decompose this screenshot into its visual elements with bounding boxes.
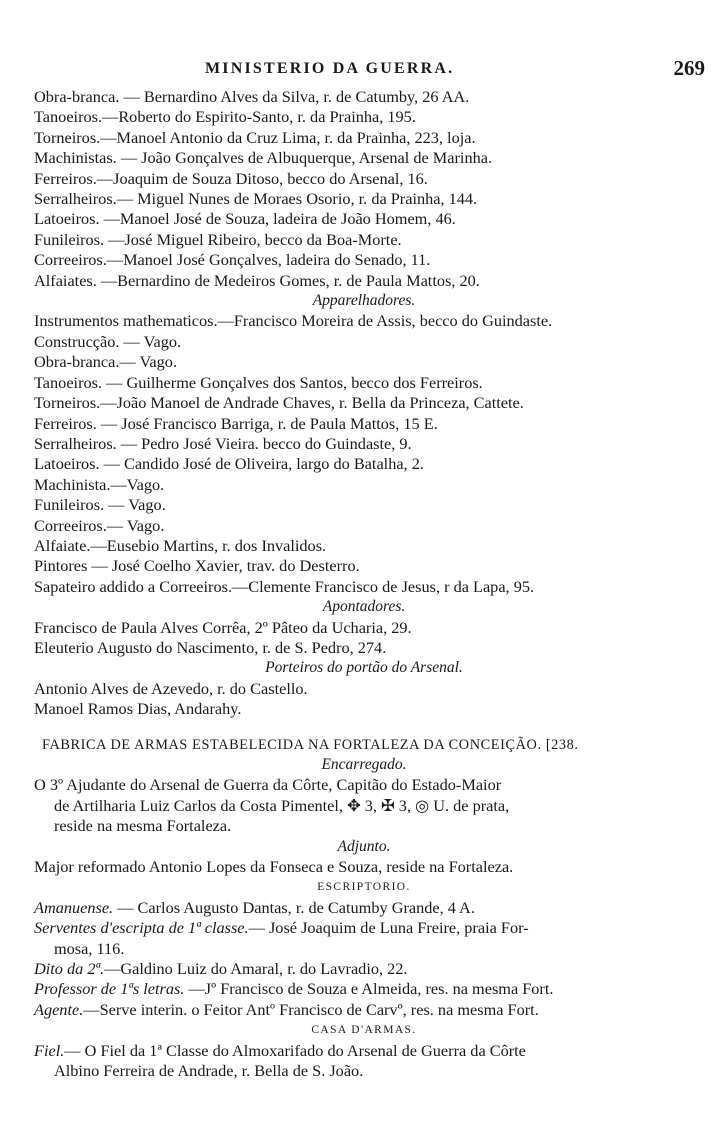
list-item: Serralheiros. — Pedro José Vieira. becco do Guindaste, 9. <box>34 433 412 453</box>
section-heading-apparelhadores: Apparelhadores. <box>312 292 416 310</box>
entry-text: —Jº Francisco de Souza e Almeida, res. na mesma Fort. <box>184 979 554 999</box>
entry-text: —Galdino Luiz do Amaral, r. do Lavradio, 22. <box>104 959 408 979</box>
dito-entry <box>34 959 694 979</box>
entry-text: — Carlos Augusto Dantas, r. de Catumby Grande, 4 A. <box>113 897 475 917</box>
list-item: Instrumentos mathematicos.—Francisco Moreira de Assis, becco do Guindaste. <box>34 311 553 331</box>
page-body <box>34 87 694 1082</box>
entry-text: —Serve interin. o Feitor Antº Francisco de Carvº, res. na mesma Fort. <box>83 999 539 1019</box>
list-item: Correeiros.— Vago. <box>34 515 165 535</box>
section-heading-encarregado: Encarregado. <box>321 756 407 773</box>
list-item: Alfaiates. —Bernardino de Medeiros Gomes, r. de Paula Mattos, 20. <box>34 270 480 290</box>
list-item: Funileiros. —José Miguel Ribeiro, becco da Boa-Morte. <box>34 229 402 249</box>
serventes-continuation: mosa, 116. <box>54 938 125 958</box>
running-title: MINISTERIO DA GUERRA. <box>205 60 455 77</box>
list-item: Torneiros.—Manoel Antonio da Cruz Lima, r. da Prainha, 223, loja. <box>34 127 476 147</box>
page-header <box>0 58 725 84</box>
list-item: Construcção. — Vago. <box>34 331 182 351</box>
professor-entry <box>34 979 694 999</box>
fiel-continuation: Albino Ferreira de Andrade, r. Bella de S. João. <box>54 1061 364 1081</box>
list-item: Antonio Alves de Azevedo, r. do Castello. <box>34 678 308 698</box>
section-heading-escriptorio: ESCRIPTORIO. <box>317 881 411 894</box>
fiel-entry <box>34 1041 694 1061</box>
entry-label: Agente. <box>34 999 84 1019</box>
list-item: Latoeiros. —Manoel José de Souza, ladeira de João Homem, 46. <box>34 209 456 229</box>
list-item: Correeiros.—Manoel José Gonçalves, ladeira do Senado, 11. <box>34 250 431 270</box>
encarregado-line: reside na mesma Fortaleza. <box>54 816 232 836</box>
entry-text: — O Fiel da 1ª Classe do Almoxarifado do Arsenal de Guerra da Côrte <box>64 1040 526 1060</box>
list-item: Pintores — José Coelho Xavier, trav. do Desterro. <box>34 556 360 576</box>
agente-entry <box>34 1000 694 1020</box>
list-item: Machinista.—Vago. <box>34 474 165 494</box>
list-item: Alfaiate.—Eusebio Martins, r. dos Invalidos. <box>34 535 327 555</box>
section-heading-apontadores: Apontadores. <box>322 598 406 616</box>
adjunto-line: Major reformado Antonio Lopes da Fonseca e Souza, reside na Fortaleza. <box>34 857 514 877</box>
section-heading-casa-darmas: CASA D'ARMAS. <box>311 1024 417 1037</box>
list-item: Manoel Ramos Dias, Andarahy. <box>34 699 242 719</box>
list-item: Torneiros.—João Manoel de Andrade Chaves, r. Bella da Princeza, Cattete. <box>34 393 524 413</box>
list-item: Ferreiros.—Joaquim de Souza Ditoso, becco do Arsenal, 16. <box>34 168 428 188</box>
list-item: Obra-branca. — Bernardino Alves da Silva, r. de Catumby, 26 AA. <box>34 87 470 106</box>
list-item: Ferreiros. — José Francisco Barriga, r. de Paula Mattos, 15 E. <box>34 413 438 433</box>
list-item: Latoeiros. — Candido José de Oliveira, largo do Batalha, 2. <box>34 454 424 474</box>
list-item: Tanoeiros. — Guilherme Gonçalves dos Santos, becco dos Ferreiros. <box>34 372 483 392</box>
serventes-entry <box>34 918 694 938</box>
entry-label: Professor de 1ªs letras. <box>34 979 185 999</box>
list-item: Serralheiros.— Miguel Nunes de Moraes Osorio, r. da Prainha, 144. <box>34 189 478 209</box>
encarregado-line: O 3º Ajudante do Arsenal de Guerra da Côrte, Capitão do Estado-Maior <box>34 775 502 795</box>
apparelhadores-list <box>34 311 694 597</box>
list-item: Francisco de Paula Alves Corrêa, 2º Pâteo da Ucharia, 29. <box>34 617 412 637</box>
list-item: Sapateiro addido a Correeiros.—Clemente Francisco de Jesus, r da Lapa, 95. <box>34 576 535 596</box>
list-item: Funileiros. — Vago. <box>34 495 166 515</box>
fabrica-heading: FABRICA DE ARMAS ESTABELECIDA NA FORTALEZA DA CONCEIÇÃO. [238. <box>42 736 579 753</box>
entry-label: Serventes d'escripta de 1ª classe. <box>34 918 249 938</box>
mestres-list <box>34 87 694 291</box>
list-item: Eleuterio Augusto do Nascimento, r. de S. Pedro, 274. <box>34 637 387 657</box>
entry-label: Dito da 2ª. <box>34 959 105 979</box>
entry-label: Fiel. <box>34 1040 65 1060</box>
section-heading-adjunto: Adjunto. <box>337 837 391 855</box>
entry-text: — José Joaquim de Luna Freire, praia For- <box>248 918 529 938</box>
list-item: Obra-branca.— Vago. <box>34 352 178 372</box>
section-heading-porteiros: Porteiros do portão do Arsenal. <box>265 659 463 677</box>
entry-label: Amanuense. <box>34 897 114 917</box>
list-item: Tanoeiros.—Roberto do Espirito-Santo, r. da Prainha, 195. <box>34 107 416 127</box>
page-number: 269 <box>673 56 705 80</box>
list-item: Machinistas. — João Gonçalves de Albuquerque, Arsenal de Marinha. <box>34 148 493 168</box>
amanuense-entry <box>34 898 694 918</box>
encarregado-line: de Artilharia Luiz Carlos da Costa Pimentel, ✥ 3, ✠ 3, ◎ U. de prata, <box>54 795 510 815</box>
